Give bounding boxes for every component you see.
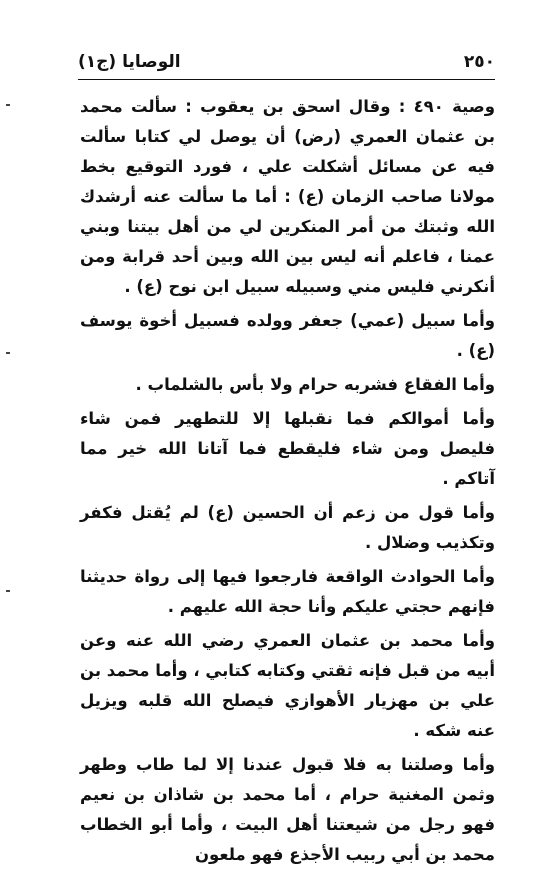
scan-speck (6, 104, 10, 106)
paragraph-text: وأما سبيل (عمي) جعفر وولده فسبيل أخوة يوسف (ع) . (80, 311, 495, 360)
paragraph (80, 404, 495, 494)
paragraph (80, 306, 495, 366)
paragraph-text: وأما أموالكم فما نقبلها إلا للتطهير فمن شاء فليصل ومن شاء فليقطع فما آتانا الله خير مما آتاكم . (80, 409, 495, 488)
page-number: ٢٥٠ (463, 52, 495, 72)
scan-speck (6, 352, 10, 354)
paragraph (80, 370, 495, 400)
paragraph (80, 92, 495, 302)
header-rule (78, 79, 495, 80)
paragraph-text: وأما الفقاع فشربه حرام ولا بأس بالشلماب . (135, 375, 495, 394)
paragraph-text: وأما الحوادث الواقعة فارجعوا فيها إلى رواة حديثنا فإنهم حجتي عليكم وأنا حجة الله عليهم . (80, 567, 495, 616)
scan-speck (6, 590, 10, 592)
running-title: الوصايا (ج١) (78, 52, 181, 72)
entry-number: وصية ٤٩٠ : (398, 97, 496, 116)
page-body (80, 92, 495, 870)
paragraph-text: وأما وصلتنا به فلا قبول عندنا إلا لما طاب وطهر وثمن المغنية حرام ، أما محمد بن شاذان بن نعيم فهو رجل من شيعتنا أهل البيت ، وأما أبو الخطاب محمد بن أبي ربيب الأجذع فهو ملعون (80, 755, 495, 864)
paragraph-text: وأما قول من زعم أن الحسين (ع) لم يُقتل فكفر وتكذيب وضلال . (80, 503, 495, 552)
paragraph (80, 750, 495, 870)
paragraph (80, 562, 495, 622)
paragraph (80, 626, 495, 746)
running-header (78, 46, 495, 78)
paragraph (80, 498, 495, 558)
paragraph-text: وقال اسحق بن يعقوب : سألت محمد بن عثمان العمري (رض) أن يوصل لي كتابا سألت فيه عن مسائل أشكلت علي ، فورد التوقيع بخط مولانا صاحب الزمان (ع) : أما ما سألت عنه أرشدك الله وثبتك من أمر المنكرين لي من أهل بيتنا وبني عمنا ، فاعلم أنه ليس بين الله وبين أحد قرابة ومن أنكرني فليس مني وسبيله سبيل ابن نوح (ع) . (80, 97, 495, 296)
paragraph-text: وأما محمد بن عثمان العمري رضي الله عنه وعن أبيه من قبل فإنه ثقتي وكتابه كتابي ، وأما محمد بن علي بن مهزيار الأهوازي فيصلح الله قلبه ويزيل عنه شكه . (80, 631, 495, 740)
